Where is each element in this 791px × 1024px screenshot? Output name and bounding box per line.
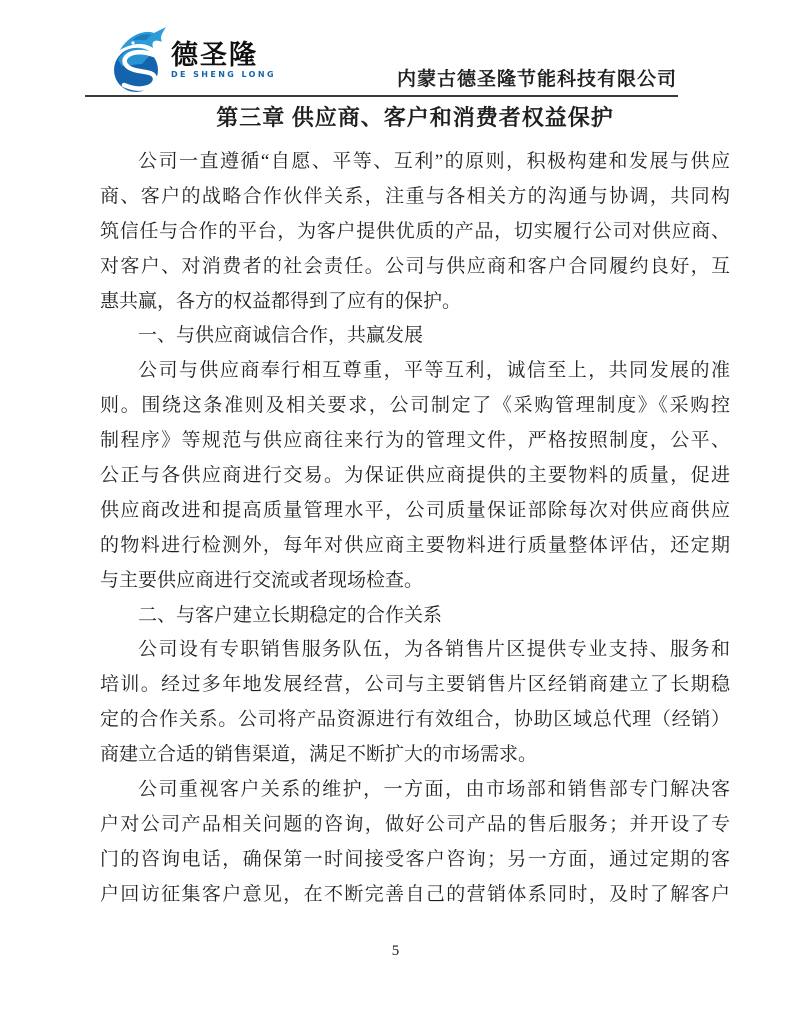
body-line: 与主要供应商进行交流或者现场检查。 bbox=[100, 569, 424, 591]
body-line: 公司设有专职销售服务队伍，为各销售片区提供专业支持、服务和 bbox=[138, 639, 730, 661]
body-line: 供应商改进和提高质量管理水平，公司质量保证部除每次对供应商供应 bbox=[100, 499, 730, 521]
logo-cn-name: 德圣隆 bbox=[171, 40, 258, 71]
body-line: 一、与供应商诚信合作，共赢发展 bbox=[138, 325, 424, 347]
company-name: 内蒙古德圣隆节能科技有限公司 bbox=[396, 69, 677, 90]
logo-en-name: DE SHENG LONG bbox=[171, 70, 276, 79]
company-logo bbox=[112, 26, 276, 94]
body-line: 制程序》等规范与供应商往来行为的管理文件，严格按照制度，公平、 bbox=[100, 430, 730, 452]
body-line: 的物料进行检测外，每年对供应商主要物料进行质量整体评估，还定期 bbox=[100, 534, 730, 556]
body-line: 门的咨询电话，确保第一时间接受客户咨询；另一方面，通过定期的客 bbox=[100, 848, 730, 870]
body-line: 定的合作关系。公司将产品资源进行有效组合，协助区域总代理（经销） bbox=[100, 709, 730, 731]
chapter-title: 第三章 供应商、客户和消费者权益保护 bbox=[216, 105, 614, 130]
body-line: 公司一直遵循“自愿、平等、互利”的原则，积极构建和发展与供应 bbox=[138, 151, 730, 172]
body-line: 则。围绕这条准则及相关要求，公司制定了《采购管理制度》《采购控 bbox=[100, 395, 730, 417]
body-line: 商建立合适的销售渠道，满足不断扩大的市场需求。 bbox=[100, 744, 538, 766]
dragon-logo-icon bbox=[112, 26, 166, 94]
header-rule bbox=[85, 95, 678, 97]
body-line: 户对公司产品相关问题的咨询，做好公司产品的售后服务；并开设了专 bbox=[100, 813, 730, 835]
body-line: 培训。经过多年地发展经营，公司与主要销售片区经销商建立了长期稳 bbox=[100, 674, 730, 696]
page-number: 5 bbox=[391, 943, 400, 959]
body-line: 筑信任与合作的平台，为客户提供优质的产品，切实履行公司对供应商、 bbox=[100, 220, 730, 242]
document-body bbox=[100, 145, 730, 913]
body-line: 惠共赢，各方的权益都得到了应有的保护。 bbox=[100, 290, 462, 312]
page-footer bbox=[0, 941, 791, 961]
body-line: 商、客户的战略合作伙伴关系，注重与各相关方的沟通与协调，共同构 bbox=[100, 185, 730, 207]
logo-text bbox=[171, 42, 276, 80]
body-line: 公正与各供应商进行交易。为保证供应商提供的主要物料的质量，促进 bbox=[100, 465, 730, 487]
body-line: 公司与供应商奉行相互尊重，平等互利，诚信至上，共同发展的准 bbox=[138, 360, 730, 382]
body-line: 户回访征集客户意见，在不断完善自己的营销体系同时，及时了解客户 bbox=[100, 883, 730, 905]
body-line: 公司重视客户关系的维护，一方面，由市场部和销售部专门解决客 bbox=[138, 779, 730, 801]
body-line: 对客户、对消费者的社会责任。公司与供应商和客户合同履约良好，互 bbox=[100, 255, 730, 277]
body-line: 二、与客户建立长期稳定的合作关系 bbox=[138, 604, 443, 626]
